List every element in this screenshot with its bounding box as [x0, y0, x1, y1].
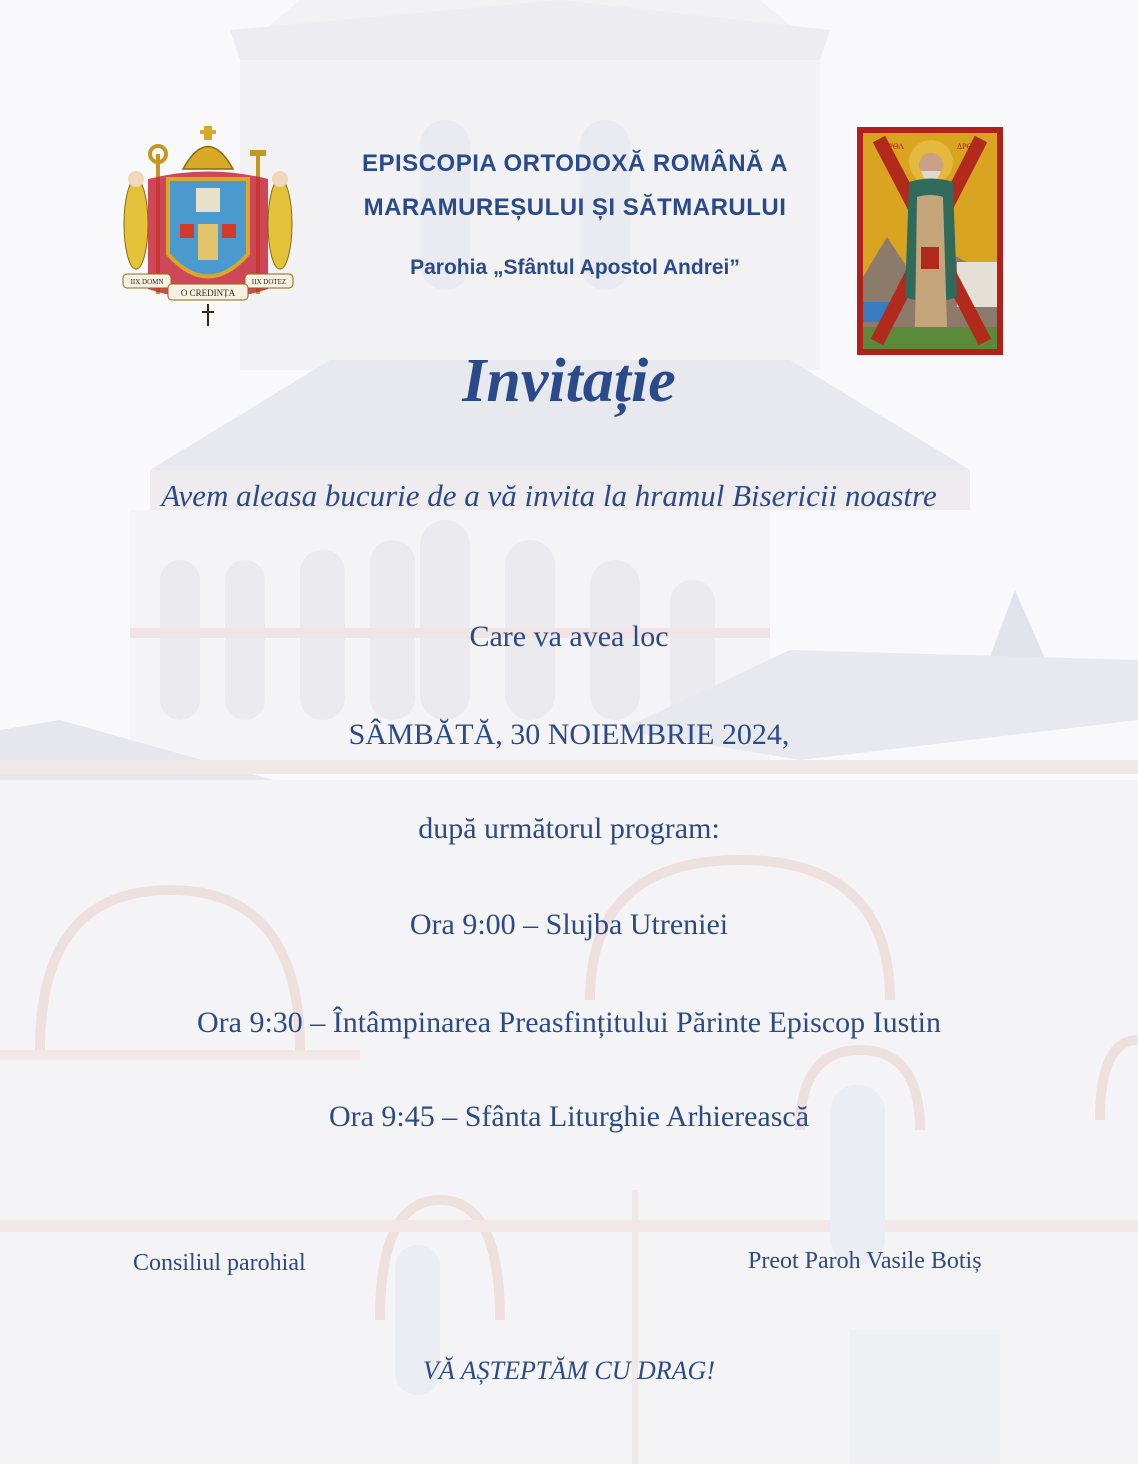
coat-of-arms-icon	[118, 124, 298, 334]
svg-text:ѰΘΛ: ѰΘΛ	[887, 142, 905, 151]
closing-line: VĂ AȘTEPTĂM CU DRAG!	[423, 1356, 715, 1385]
schedule-item: Ora 9:00 – Slujba Utreniei	[409, 908, 729, 941]
saint-andrew-icon-image	[857, 127, 1003, 355]
svg-text:ΔΡЄ: ΔΡЄ	[957, 142, 972, 151]
invitation-intro: Avem aleasa bucurie de a vă invita la hramul Bisericii noastre	[161, 478, 937, 513]
scroll-right-text: IIX DOTEZ	[251, 278, 287, 286]
schedule-item: Ora 9:45 – Sfânta Liturghie Arhierească	[328, 1100, 810, 1133]
invitation-title: Invitație	[462, 347, 676, 415]
schedule-item: Ora 9:30 – Întâmpinarea Preasfințitului Părinte Episcop Iustin	[197, 1006, 941, 1039]
saint-icon	[857, 127, 1003, 355]
signature-priest: Preot Paroh Vasile Botiș	[748, 1248, 982, 1274]
diocese-name-line2: MARAMUREȘULUI ȘI SĂTMARULUI	[363, 194, 787, 221]
event-date: SÂMBĂTĂ, 30 NOIEMBRIE 2024,	[348, 718, 790, 751]
scroll-center-text: O CREDINȚA	[180, 288, 236, 298]
signature-council: Consiliul parohial	[133, 1250, 306, 1276]
parish-name: Parohia „Sfântul Apostol Andrei”	[410, 256, 740, 279]
program-intro: după următorul program:	[418, 812, 720, 845]
diocese-name-line1: EPISCOPIA ORTODOXĂ ROMÂNĂ A	[362, 150, 788, 177]
scroll-left-text: IIX DOMN	[130, 278, 164, 286]
diocese-coat-of-arms	[118, 124, 298, 334]
place-line: Care va avea loc	[469, 620, 669, 653]
